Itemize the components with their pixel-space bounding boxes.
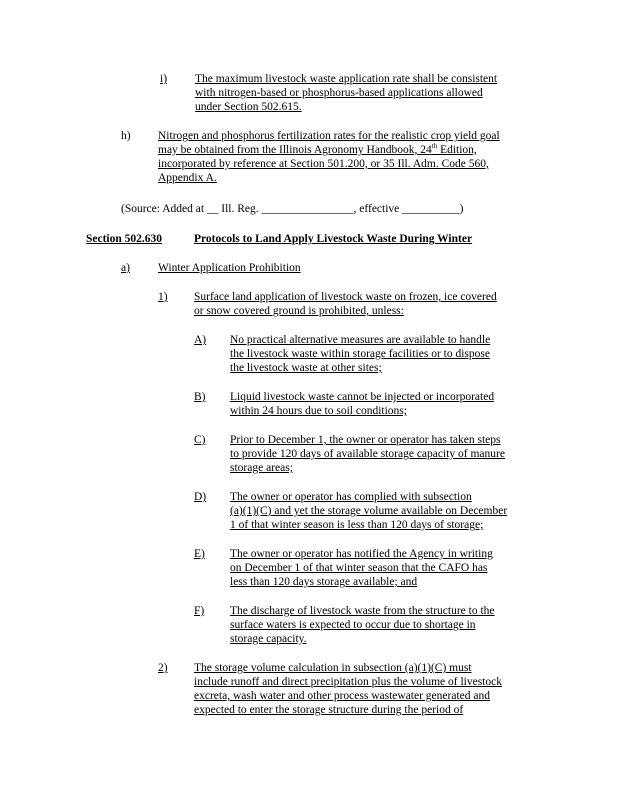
item-F-line: surface waters is expected to occur due to shortage in (230, 619, 476, 631)
item-i-label: i) (160, 73, 168, 85)
item-E-line: less than 120 days storage available; and (230, 576, 418, 588)
item-A-line: the livestock waste within storage facilities or to dispose (230, 348, 490, 360)
sub-a-label: a) (121, 262, 130, 274)
item-2-label: 2) (158, 662, 168, 674)
edition-text: Edition, (437, 144, 477, 156)
item-B-line: within 24 hours due to soil conditions; (230, 405, 407, 417)
item-D-line: 1 of that winter season is less than 120 days of storage; (230, 519, 484, 531)
item-B-text (230, 390, 494, 418)
handbook-reference: may be obtained from the Illinois Agronomy Handbook, 24 (158, 144, 432, 156)
item-C-text (230, 433, 505, 475)
source-note: (Source: Added at __ Ill. Reg. ________________, effective __________) (121, 203, 464, 215)
section-title: Protocols to Land Apply Livestock Waste During Winter (194, 233, 473, 245)
item-h-line (158, 143, 500, 157)
item-C-line: storage areas; (230, 462, 293, 474)
item-2-line: The storage volume calculation in subsection (a)(1)(C) must (194, 662, 472, 674)
item-2-line: include runoff and direct precipitation plus the volume of livestock (194, 676, 502, 688)
section-number: Section 502.630 (86, 233, 163, 245)
item-1-line: or snow covered ground is prohibited, unless: (194, 305, 404, 317)
item-F-text (230, 604, 495, 646)
item-i-text (195, 72, 497, 114)
item-E-line: The owner or operator has notified the Agency in writing (230, 548, 493, 560)
item-2-text (194, 661, 502, 717)
item-2-line: excreta, wash water and other process wastewater generated and (194, 690, 490, 702)
item-i-line: with nitrogen-based or phosphorus-based applications allowed (195, 87, 483, 99)
item-D-text (230, 490, 507, 532)
item-1-text (194, 290, 497, 318)
item-B-line: Liquid livestock waste cannot be injected or incorporated (230, 391, 495, 403)
item-A-line: No practical alternative measures are available to handle (230, 334, 491, 346)
item-E-label: E) (194, 548, 205, 560)
item-D-line: The owner or operator has complied with subsection (230, 491, 472, 503)
item-C-label: C) (194, 434, 206, 446)
item-F-line: storage capacity. (230, 633, 307, 645)
item-E-text (230, 547, 493, 589)
item-i-line: under Section 502.615. (195, 101, 302, 113)
item-2-line: expected to enter the storage structure during the period of (194, 704, 464, 716)
item-1-label: 1) (158, 291, 168, 303)
item-C-line: Prior to December 1, the owner or operator has taken steps (230, 434, 501, 446)
item-A-line: the livestock waste at other sites; (230, 362, 382, 374)
item-h-line: Appendix A. (158, 172, 217, 184)
edition-superscript: th (431, 142, 438, 151)
item-A-text (230, 333, 490, 375)
item-D-label: D) (194, 491, 207, 503)
item-h-text (158, 129, 500, 185)
sub-a-heading: Winter Application Prohibition (158, 262, 301, 274)
item-h-line: Nitrogen and phosphorus fertilization rates for the realistic crop yield goal (158, 130, 500, 142)
item-D-line: (a)(1)(C) and yet the storage volume available on December (230, 505, 508, 517)
item-E-line: on December 1 of that winter season that the CAFO has (230, 562, 488, 574)
item-h-label: h) (121, 130, 131, 142)
item-i-line: The maximum livestock waste application rate shall be consistent (195, 73, 498, 85)
item-F-label: F) (194, 605, 205, 617)
item-B-label: B) (194, 391, 206, 403)
item-1-line: Surface land application of livestock waste on frozen, ice covered (194, 291, 497, 303)
item-F-line: The discharge of livestock waste from the structure to the (230, 605, 495, 617)
item-h-line: incorporated by reference at Section 501.200, or 35 Ill. Adm. Code 560, (158, 158, 489, 170)
item-C-line: to provide 120 days of available storage capacity of manure (230, 448, 505, 460)
item-A-label: A) (194, 334, 207, 346)
